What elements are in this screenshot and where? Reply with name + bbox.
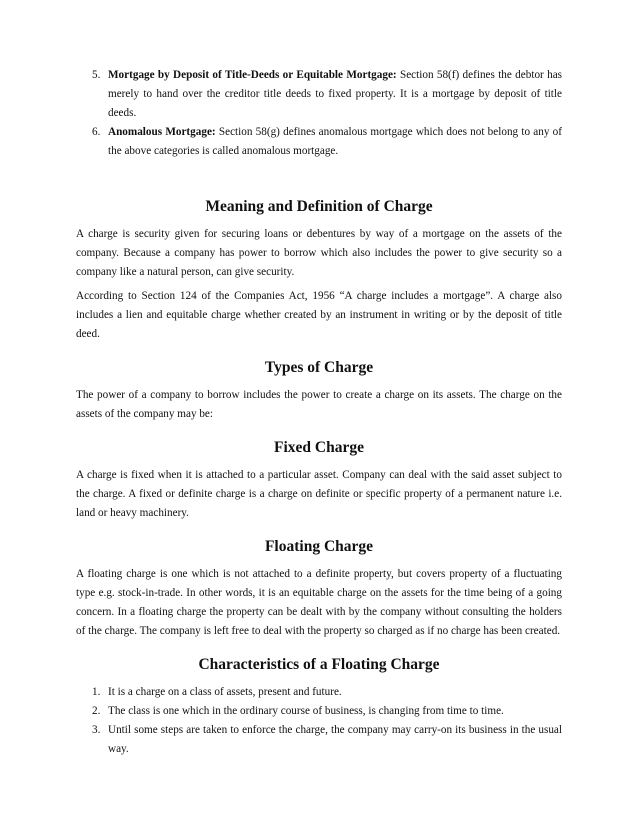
heading-floating-charge: Floating Charge — [264, 538, 374, 555]
list-item — [76, 721, 562, 759]
list-item — [76, 123, 562, 161]
list-item-text: It is a charge on a class of assets, present and future. — [108, 686, 342, 698]
list-item — [76, 702, 562, 721]
heading-characteristics: Characteristics of a Floating Charge — [198, 656, 440, 673]
list-item — [76, 66, 562, 123]
heading-fixed-charge: Fixed Charge — [274, 439, 364, 456]
list-item-title: Mortgage by Deposit of Title-Deeds or Equitable Mortgage: — [108, 69, 397, 81]
heading-meaning-definition: Meaning and Definition of Charge — [205, 198, 433, 215]
paragraph-meaning-2: According to Section 124 of the Companies Act, 1956 “A charge includes a mortgage”. A charge also includes a lien and equitable charge whether created by an instrument in writing or by the deposit of title deed. — [76, 290, 562, 340]
list-item-text: The class is one which in the ordinary course of business, is changing from time to time. — [108, 705, 504, 717]
paragraph-meaning-1: A charge is security given for securing loans or debentures by way of a mortgage on the assets of the company. Because a company has power to borrow which also includes the power to give security so a company like a natural person, can give security. — [76, 228, 562, 278]
paragraph-fixed: A charge is fixed when it is attached to a particular asset. Company can deal with the said asset subject to the charge. A fixed or definite charge is a charge on definite or specific property of a permanent nature i.e. land or heavy machinery. — [76, 469, 562, 519]
paragraph-types: The power of a company to borrow includes the power to create a charge on its assets. The charge on the assets of the company may be: — [76, 389, 562, 420]
heading-types-of-charge: Types of Charge — [264, 359, 374, 376]
list-item-title: Anomalous Mortgage: — [108, 126, 216, 138]
list-number: 2. — [92, 705, 101, 717]
mortgage-types-list — [76, 66, 562, 161]
list-item-text: Until some steps are taken to enforce the charge, the company may carry-on its business in the usual way. — [108, 724, 562, 755]
list-number: 1. — [92, 686, 101, 698]
list-item-text: Section 58(f) defines the debtor has merely to hand over the creditor title deeds to fixed property. It is a mortgage by deposit of title deeds. — [108, 69, 563, 119]
list-number: 6. — [92, 126, 101, 138]
paragraph-floating: A floating charge is one which is not attached to a definite property, but covers property of a fluctuating type e.g. stock-in-trade. In other words, it is an equitable charge on the assets for the time being of a going concern. In a floating charge the property can be dealt with by the company without consulting the holders of the charge. The company is left free to deal with the property so charged as if no charge has been created. — [76, 568, 562, 637]
list-number: 3. — [92, 724, 101, 736]
list-item — [76, 683, 562, 702]
list-number: 5. — [92, 69, 101, 81]
list-item-text: Section 58(g) defines anomalous mortgage which does not belong to any of the above categories is called anomalous mortgage. — [108, 126, 562, 157]
characteristics-list — [76, 683, 562, 759]
